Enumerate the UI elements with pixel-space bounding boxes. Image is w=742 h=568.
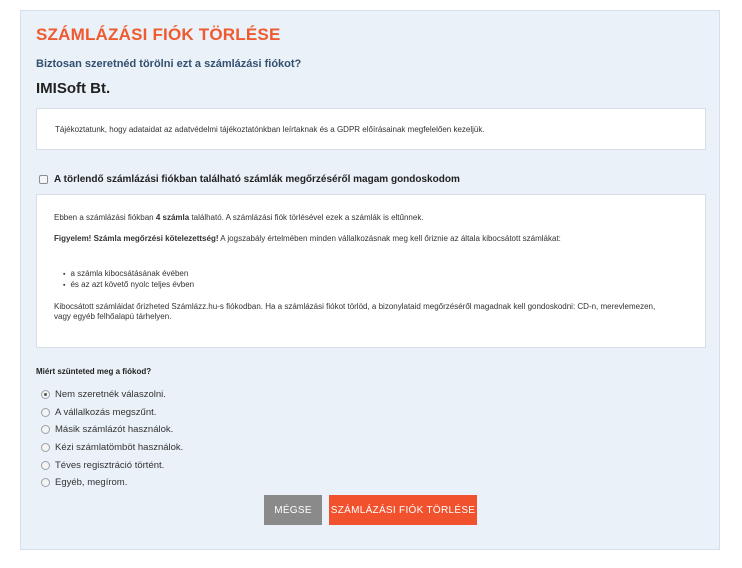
retention-warning bbox=[54, 234, 674, 244]
retention-checkbox-label: A törlendő számlázási fiókban található számlák megőrzéséről magam gondoskodom bbox=[54, 174, 460, 185]
storage-advice: Kibocsátott számláidat őrizheted Számlázz.hu-s fiókodban. Ha a számlázási fiókot törlöd, a bizonylataid megőrzéséről magadnak kell gondoskodni: CD-n, merevlemezen, vagy egyéb felhőalapú tárhelyen. bbox=[54, 302, 656, 321]
delete-account-dialog bbox=[20, 10, 720, 550]
reason-option[interactable] bbox=[41, 439, 183, 457]
invoice-count: 4 számla bbox=[155, 213, 190, 222]
retention-warning-title: Figyelem! Számla megőrzési kötelezettség! bbox=[54, 234, 219, 243]
reason-question: Miért szünteted meg a fiókod? bbox=[36, 367, 152, 376]
radio-button[interactable] bbox=[41, 443, 50, 452]
radio-button[interactable] bbox=[41, 478, 50, 487]
radio-button[interactable] bbox=[41, 408, 50, 417]
dialog-title: SZÁMLÁZÁSI FIÓK TÖRLÉSE bbox=[36, 25, 281, 44]
invoice-info-box bbox=[36, 194, 706, 348]
reason-option[interactable] bbox=[41, 474, 183, 492]
reason-option[interactable] bbox=[41, 404, 183, 422]
radio-button[interactable] bbox=[41, 425, 50, 434]
reason-option-label: Egyéb, megírom. bbox=[55, 477, 128, 489]
reason-option[interactable] bbox=[41, 456, 183, 474]
confirm-question: Biztosan szeretnéd törölni ezt a számlázási fiókot? bbox=[36, 58, 302, 70]
reason-option-label: Másik számlázót használok. bbox=[55, 424, 174, 436]
retention-checkbox[interactable] bbox=[39, 175, 48, 184]
list-item: ▪ a számla kibocsátásának évében bbox=[63, 269, 194, 280]
reason-radio-group bbox=[41, 386, 183, 492]
reason-option-label: Téves regisztráció történt. bbox=[55, 459, 165, 471]
reason-option[interactable] bbox=[41, 421, 183, 439]
invoice-count-text bbox=[54, 213, 424, 223]
radio-button[interactable] bbox=[41, 390, 50, 399]
retention-checkbox-row[interactable] bbox=[39, 174, 460, 185]
privacy-notice-box bbox=[36, 108, 706, 150]
radio-button[interactable] bbox=[41, 461, 50, 470]
list-item: ▪ és az azt követő nyolc teljes évben bbox=[63, 280, 194, 291]
cancel-button[interactable]: MÉGSE bbox=[264, 495, 322, 525]
delete-account-button[interactable]: SZÁMLÁZÁSI FIÓK TÖRLÉSE bbox=[329, 495, 477, 525]
reason-option-label: Kézi számlatömböt használok. bbox=[55, 442, 184, 454]
company-name: IMISoft Bt. bbox=[36, 80, 111, 97]
retention-period-list bbox=[63, 269, 194, 291]
privacy-notice-text: Tájékoztatunk, hogy adataidat az adatvédelmi tájékoztatónkban leírtaknak és a GDPR előírásainak megfelelően kezeljük. bbox=[55, 125, 485, 134]
reason-option[interactable] bbox=[41, 386, 183, 404]
reason-option-label: A vállalkozás megszűnt. bbox=[55, 406, 157, 418]
reason-option-label: Nem szeretnék válaszolni. bbox=[55, 389, 166, 401]
invoice-count-suffix: található. A számlázási fiók törlésével ezek a számlák is eltűnnek. bbox=[189, 213, 424, 222]
invoice-count-prefix: Ebben a számlázási fiókban bbox=[54, 213, 156, 222]
retention-warning-text: A jogszabály értelmében minden vállalkozásnak meg kell őriznie az általa kibocsátott számlákat: bbox=[218, 234, 561, 243]
